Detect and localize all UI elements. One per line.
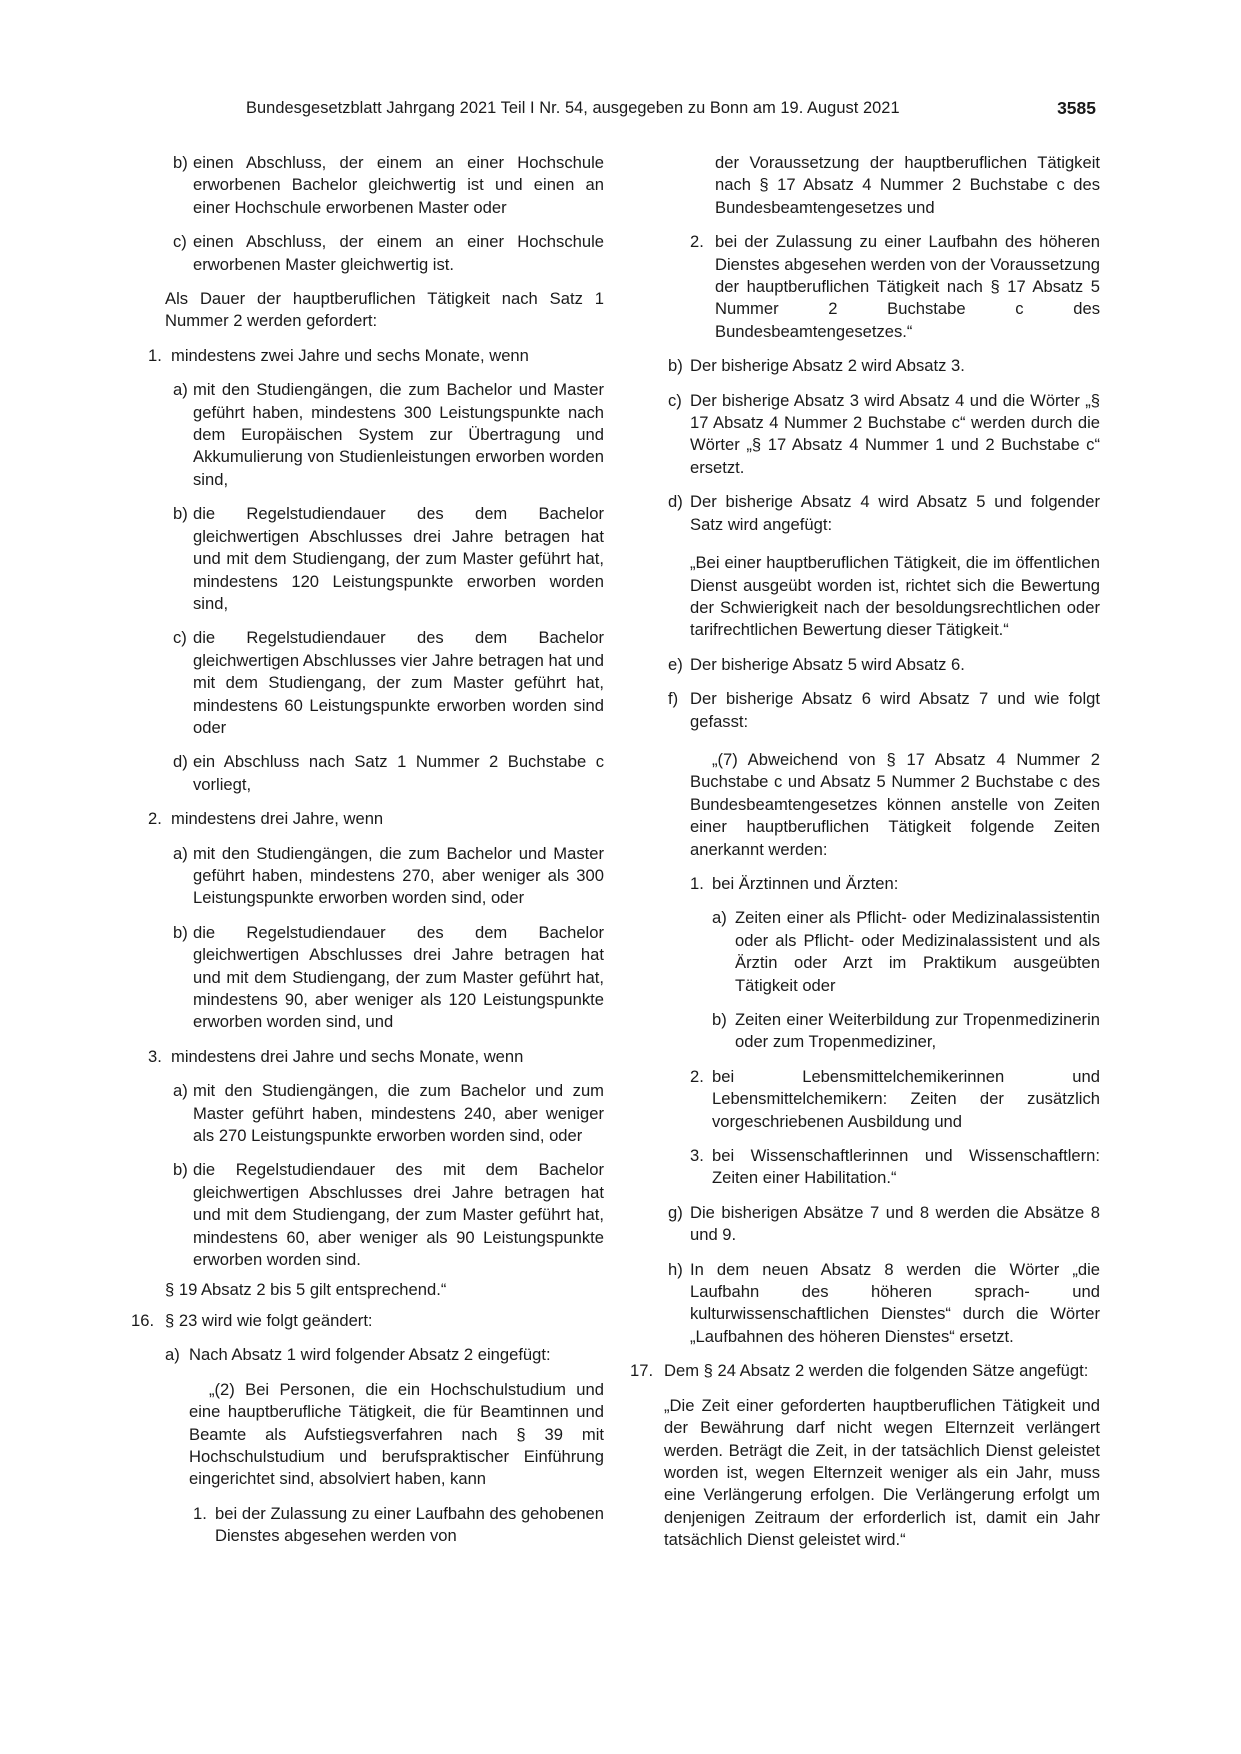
paragraph-text: „Bei einer hauptberuflichen Tätigkeit, die im öffentlichen Dienst ausgeübt worden ist, richtet sich die Bewertung der Schwierigkeit nach der besoldungsrechtlichen oder tarifrechtlichen Bewertung dieser Tätigkeit.“ [690,553,1100,640]
paragraph [630,152,1100,219]
item-label: b) [173,153,188,172]
item-text: bei Wissenschaftlerinnen und Wissenschaftlern: Zeiten einer Habilitation.“ [712,1146,1100,1188]
item-text: Der bisherige Absatz 5 wird Absatz 6. [690,654,965,674]
list-item [630,873,1100,895]
item-text: bei Lebensmittelchemikerinnen und Lebensmittelchemikern: Zeiten der zusätzlich vorgeschriebenen Ausbildung und [712,1066,1100,1131]
item-label: b) [173,504,188,524]
item-label: 3. [690,1146,704,1166]
item-text: ein Abschluss nach Satz 1 Nummer 2 Buchstabe c vorliegt, [193,752,604,794]
item-text: einen Abschluss, der einem an einer Hochschule erworbenen Master gleichwertig ist. [193,232,604,274]
item-text: Dem § 24 Absatz 2 werden die folgenden Sätze angefügt: [664,1361,1089,1381]
list-item [630,491,1100,536]
item-label: a) [173,1081,188,1101]
paragraph-text: „(2) Bei Personen, die ein Hochschulstudium und eine hauptberufliche Tätigkeit, die für Beamtinnen und Beamte als Aufstiegsverfahren nach § 39 mit Hochschulstudium und berufspraktischer Einführung eingerichtet sind, absolviert haben, kann [189,1379,604,1489]
item-label: 16. [131,1310,155,1330]
list-item [131,1310,604,1332]
list-item [131,751,604,796]
item-text: die Regelstudiendauer des mit dem Bachelor gleichwertigen Abschlusses drei Jahre betragen hat und mit dem Studiengang, der zum Master geführt hat, mindestens 60, aber weniger als 90 Leistungspunkte erworben worden sind. [193,1160,604,1270]
list-item [131,627,604,739]
paragraph-text: § 19 Absatz 2 bis 5 gilt entsprechend.“ [165,1280,447,1300]
item-label: b) [173,922,188,942]
paragraph [630,749,1100,861]
list-item [630,1259,1100,1349]
list-item [630,390,1100,480]
item-text: einen Abschluss, der einem an einer Hochschule erworbenen Bachelor gleichwertig ist und einen an einer Hochschule erworbenen Master oder [193,153,604,217]
list-item [630,355,1100,377]
item-label: d) [173,752,188,772]
list-item [630,1202,1100,1247]
list-item [630,907,1100,997]
item-label: a) [165,1345,180,1365]
item-label: c) [668,390,682,410]
list-item [131,152,604,219]
list-item [630,1066,1100,1133]
item-label: a) [712,908,727,928]
paragraph [630,552,1100,642]
item-text: In dem neuen Absatz 8 werden die Wörter „die Laufbahn des höheren sprach- und kulturwissenschaftlichen Dienstes“ durch die Wörter „Laufbahnen des höheren Dienstes“ ersetzt. [690,1259,1100,1346]
item-text: die Regelstudiendauer des dem Bachelor gleichwertigen Abschlusses drei Jahre betragen hat und mit dem Studiengang, der zum Master geführt hat, mindestens 120 Leistungspunkte erworben worden sind, [193,504,604,613]
list-item [630,1360,1100,1382]
list-item [630,654,1100,676]
item-label: 1. [193,1503,207,1523]
item-text: mindestens drei Jahre, wenn [171,809,384,829]
item-text: Der bisherige Absatz 2 wird Absatz 3. [690,356,965,376]
list-item [131,345,604,367]
item-text: mit den Studiengängen, die zum Bachelor und zum Master geführt haben, mindestens 240, aber weniger als 270 Leistungspunkte erworben worden sind, oder [193,1081,604,1146]
list-item [131,379,604,491]
item-label: f) [668,689,679,709]
page-number: 3585 [1057,98,1096,118]
list-item [630,1145,1100,1190]
item-label: b) [668,356,683,376]
item-label: g) [668,1202,683,1222]
item-label: c) [173,628,187,648]
header-title: Bundesgesetzblatt Jahrgang 2021 Teil I Nr. 54, ausgegeben zu Bonn am 19. August 2021 [246,99,900,117]
item-label: 2. [690,1066,704,1086]
item-label: b) [712,1010,727,1029]
item-text: Der bisherige Absatz 3 wird Absatz 4 und die Wörter „§ 17 Absatz 4 Nummer 2 Buchstabe c“ werden durch die Wörter „§ 17 Absatz 4 Nummer 1 und 2 Buchstabe c“ ersetzt. [690,390,1100,477]
left-column [131,152,604,1548]
item-label: a) [173,380,188,400]
paragraph [131,1279,604,1301]
item-text: Der bisherige Absatz 6 wird Absatz 7 und wie folgt gefasst: [690,689,1100,731]
item-label: 1. [148,345,162,365]
list-item [131,1159,604,1271]
item-text: Zeiten einer Weiterbildung zur Tropenmedizinerin oder zum Tropenmediziner, [735,1010,1100,1052]
item-text: mit den Studiengängen, die zum Bachelor und Master geführt haben, mindestens 300 Leistungspunkte nach dem Europäischen System zur Übertragung und Akkumulierung von Studienleistungen erworben worden sind, [193,380,604,489]
item-text: mit den Studiengängen, die zum Bachelor und Master geführt haben, mindestens 270, aber weniger als 300 Leistungspunkte erworben worden sind, oder [193,843,604,908]
list-item [131,1080,604,1147]
item-label: c) [173,232,187,252]
list-item [630,688,1100,733]
list-item [131,503,604,615]
item-label: a) [173,843,188,863]
item-label: 3. [148,1046,162,1066]
paragraph-text: „Die Zeit einer geforderten hauptberuflichen Tätigkeit und der Bewährung darf nicht wegen Elternzeit verlängert werden. Beträgt die Zeit, in der tatsächlich Dienst geleistet worden ist, wegen Elternzeit weniger als ein Jahr, muss eine Verlängerung erfolgen. Die Verlängerung erfolgt um denjenigen Zeitraum der erforderlich ist, damit ein Jahr tatsächlich Dienst geleistet wird.“ [664,1395,1100,1550]
item-label: h) [668,1259,683,1279]
item-text: § 23 wird wie folgt geändert: [165,1310,373,1330]
item-text: mindestens drei Jahre und sechs Monate, wenn [171,1046,524,1066]
item-text: Zeiten einer als Pflicht- oder Medizinalassistentin oder als Pflicht- oder Medizinalassistent und als Ärztin oder Arzt im Praktikum ausgeübten Tätigkeit oder [735,908,1100,995]
paragraph-text: „(7) Abweichend von § 17 Absatz 4 Nummer 2 Buchstabe c und Absatz 5 Nummer 2 Buchstabe c des Bundesbeamtengesetzes können anstelle von Zeiten einer hauptberuflichen Tätigkeit folgende Zeiten anerkannt werden: [690,749,1100,859]
list-item [131,231,604,276]
item-label: d) [668,492,683,512]
item-text: bei Ärztinnen und Ärzten: [712,873,899,893]
paragraph [131,1379,604,1491]
paragraph-text: der Voraussetzung der hauptberuflichen Tätigkeit nach § 17 Absatz 4 Nummer 2 Buchstabe c des Bundesbeamtengesetzes und [715,153,1100,217]
item-text: Der bisherige Absatz 4 wird Absatz 5 und folgender Satz wird angefügt: [690,492,1100,534]
item-label: 1. [690,873,704,893]
item-text: Die bisherigen Absätze 7 und 8 werden die Absätze 8 und 9. [690,1202,1100,1245]
right-column [630,152,1100,1552]
list-item [630,1009,1100,1054]
item-text: bei der Zulassung zu einer Laufbahn des höheren Dienstes abgesehen werden von der Voraussetzung der hauptberuflichen Tätigkeit nach § 17 Absatz 5 Nummer 2 Buchstabe c des Bundesbeamtengesetzes.“ [715,232,1100,341]
item-label: e) [668,654,683,674]
item-text: die Regelstudiendauer des dem Bachelor gleichwertigen Abschlusses drei Jahre betragen hat und mit dem Studiengang, der zum Master geführt hat, mindestens 90, aber weniger als 120 Leistungspunkte erworben worden sind, und [193,922,604,1032]
paragraph [131,288,604,333]
item-text: bei der Zulassung zu einer Laufbahn des gehobenen Dienstes abgesehen werden von [215,1503,604,1546]
list-item [131,808,604,830]
item-text: Nach Absatz 1 wird folgender Absatz 2 eingefügt: [189,1345,551,1365]
paragraph-text: Als Dauer der hauptberuflichen Tätigkeit nach Satz 1 Nummer 2 werden gefordert: [165,289,604,331]
list-item [131,1344,604,1366]
list-item [131,922,604,1034]
item-label: b) [173,1160,188,1180]
item-text: mindestens zwei Jahre und sechs Monate, wenn [171,345,529,365]
item-label: 2. [148,809,162,829]
paragraph [630,1395,1100,1552]
item-text: die Regelstudiendauer des dem Bachelor gleichwertigen Abschlusses vier Jahre betragen hat und mit dem Studiengang, der zum Master geführt hat, mindestens 60 Leistungspunkte erworben worden sind oder [193,628,604,737]
page-header [246,99,1096,123]
list-item [131,843,604,910]
item-label: 2. [690,232,704,252]
item-label: 17. [630,1361,654,1381]
list-item [630,231,1100,343]
list-item [131,1503,604,1548]
list-item [131,1046,604,1068]
